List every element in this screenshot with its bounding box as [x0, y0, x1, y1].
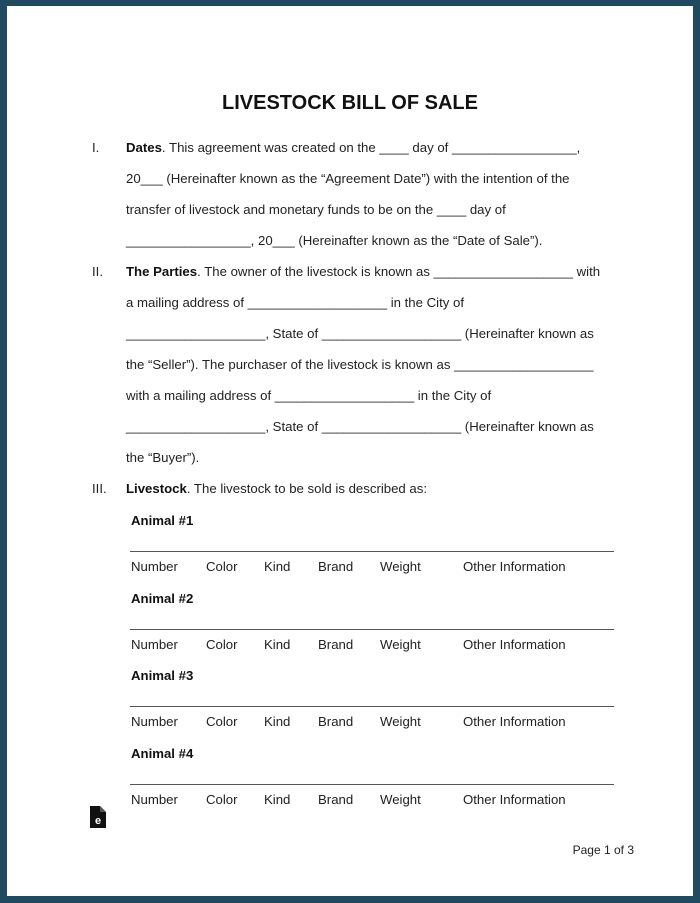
page-number: Page 1 of 3: [572, 843, 634, 857]
section-2-line-7: the “Buyer”).: [126, 450, 200, 465]
section-1-line-2: 20___ (Hereinafter known as the “Agreement Date”) with the intention of the: [126, 171, 570, 186]
animal-1-col-brand: Brand: [318, 559, 354, 574]
section-1-line-3: transfer of livestock and monetary funds to be on the ____ day of: [126, 202, 506, 217]
animal-2-col-weight: Weight: [380, 637, 421, 652]
section-2-heading: The Parties: [126, 264, 198, 279]
animal-4-col-weight: Weight: [380, 792, 421, 807]
document-title: LIVESTOCK BILL OF SALE: [222, 92, 478, 114]
section-1-heading: Dates: [126, 140, 162, 155]
animal-1-col-number: Number: [131, 559, 178, 574]
section-3-numeral: III.: [92, 481, 107, 496]
section-1-text-1: . This agreement was created on the ____ day of _________________,: [161, 140, 581, 155]
animal-2-col-number: Number: [131, 637, 178, 652]
animal-4-col-color: Color: [206, 792, 238, 807]
animal-1-col-other: Other Information: [463, 559, 566, 574]
animal-1-col-kind: Kind: [264, 559, 291, 574]
animal-2-col-other: Other Information: [463, 637, 566, 652]
animal-3-col-other: Other Information: [463, 714, 566, 729]
section-2-line-1: [126, 264, 600, 279]
document-page: [7, 6, 693, 896]
svg-text:e: e: [94, 815, 102, 827]
animal-3-title: Animal #3: [131, 668, 194, 683]
animal-3-col-kind: Kind: [264, 714, 291, 729]
animal-4-col-other: Other Information: [463, 792, 566, 807]
animal-3-col-weight: Weight: [380, 714, 421, 729]
animal-4-title: Animal #4: [131, 746, 194, 761]
section-2-text-1: . The owner of the livestock is known as ___________________ with: [197, 264, 601, 279]
section-2-line-5: with a mailing address of ___________________ in the City of: [126, 388, 492, 403]
animal-3-col-number: Number: [131, 714, 178, 729]
animal-4-col-brand: Brand: [318, 792, 354, 807]
section-3-heading: Livestock: [126, 481, 187, 496]
section-3-text-1: . The livestock to be sold is described as:: [186, 481, 428, 496]
animal-4-fill-line: [130, 784, 614, 785]
animal-3-col-brand: Brand: [318, 714, 354, 729]
animal-1-col-weight: Weight: [380, 559, 421, 574]
animal-4-col-number: Number: [131, 792, 178, 807]
animal-4-col-kind: Kind: [264, 792, 291, 807]
animal-1-col-color: Color: [206, 559, 238, 574]
animal-2-fill-line: [130, 629, 614, 630]
section-2-numeral: II.: [92, 264, 103, 279]
animal-2-title: Animal #2: [131, 591, 194, 606]
animal-3-fill-line: [130, 706, 614, 707]
section-1-numeral: I.: [92, 140, 100, 155]
animal-3-col-color: Color: [206, 714, 238, 729]
section-2-line-4: the “Seller”). The purchaser of the livestock is known as ___________________: [126, 357, 594, 372]
animal-1-fill-line: [130, 551, 614, 552]
section-1-line-1: [126, 140, 580, 155]
section-2-line-6: ___________________, State of ___________________ (Hereinafter known as: [126, 419, 594, 434]
animal-2-col-color: Color: [206, 637, 238, 652]
animal-2-col-kind: Kind: [264, 637, 291, 652]
section-3-line-1: [126, 481, 427, 496]
section-2-line-3: ___________________, State of ___________________ (Hereinafter known as: [126, 326, 594, 341]
animal-2-col-brand: Brand: [318, 637, 354, 652]
section-2-line-2: a mailing address of ___________________ in the City of: [126, 295, 464, 310]
section-1-line-4: _________________, 20___ (Hereinafter known as the “Date of Sale”).: [126, 233, 543, 248]
document-logo-icon: [90, 806, 106, 828]
animal-1-title: Animal #1: [131, 513, 194, 528]
